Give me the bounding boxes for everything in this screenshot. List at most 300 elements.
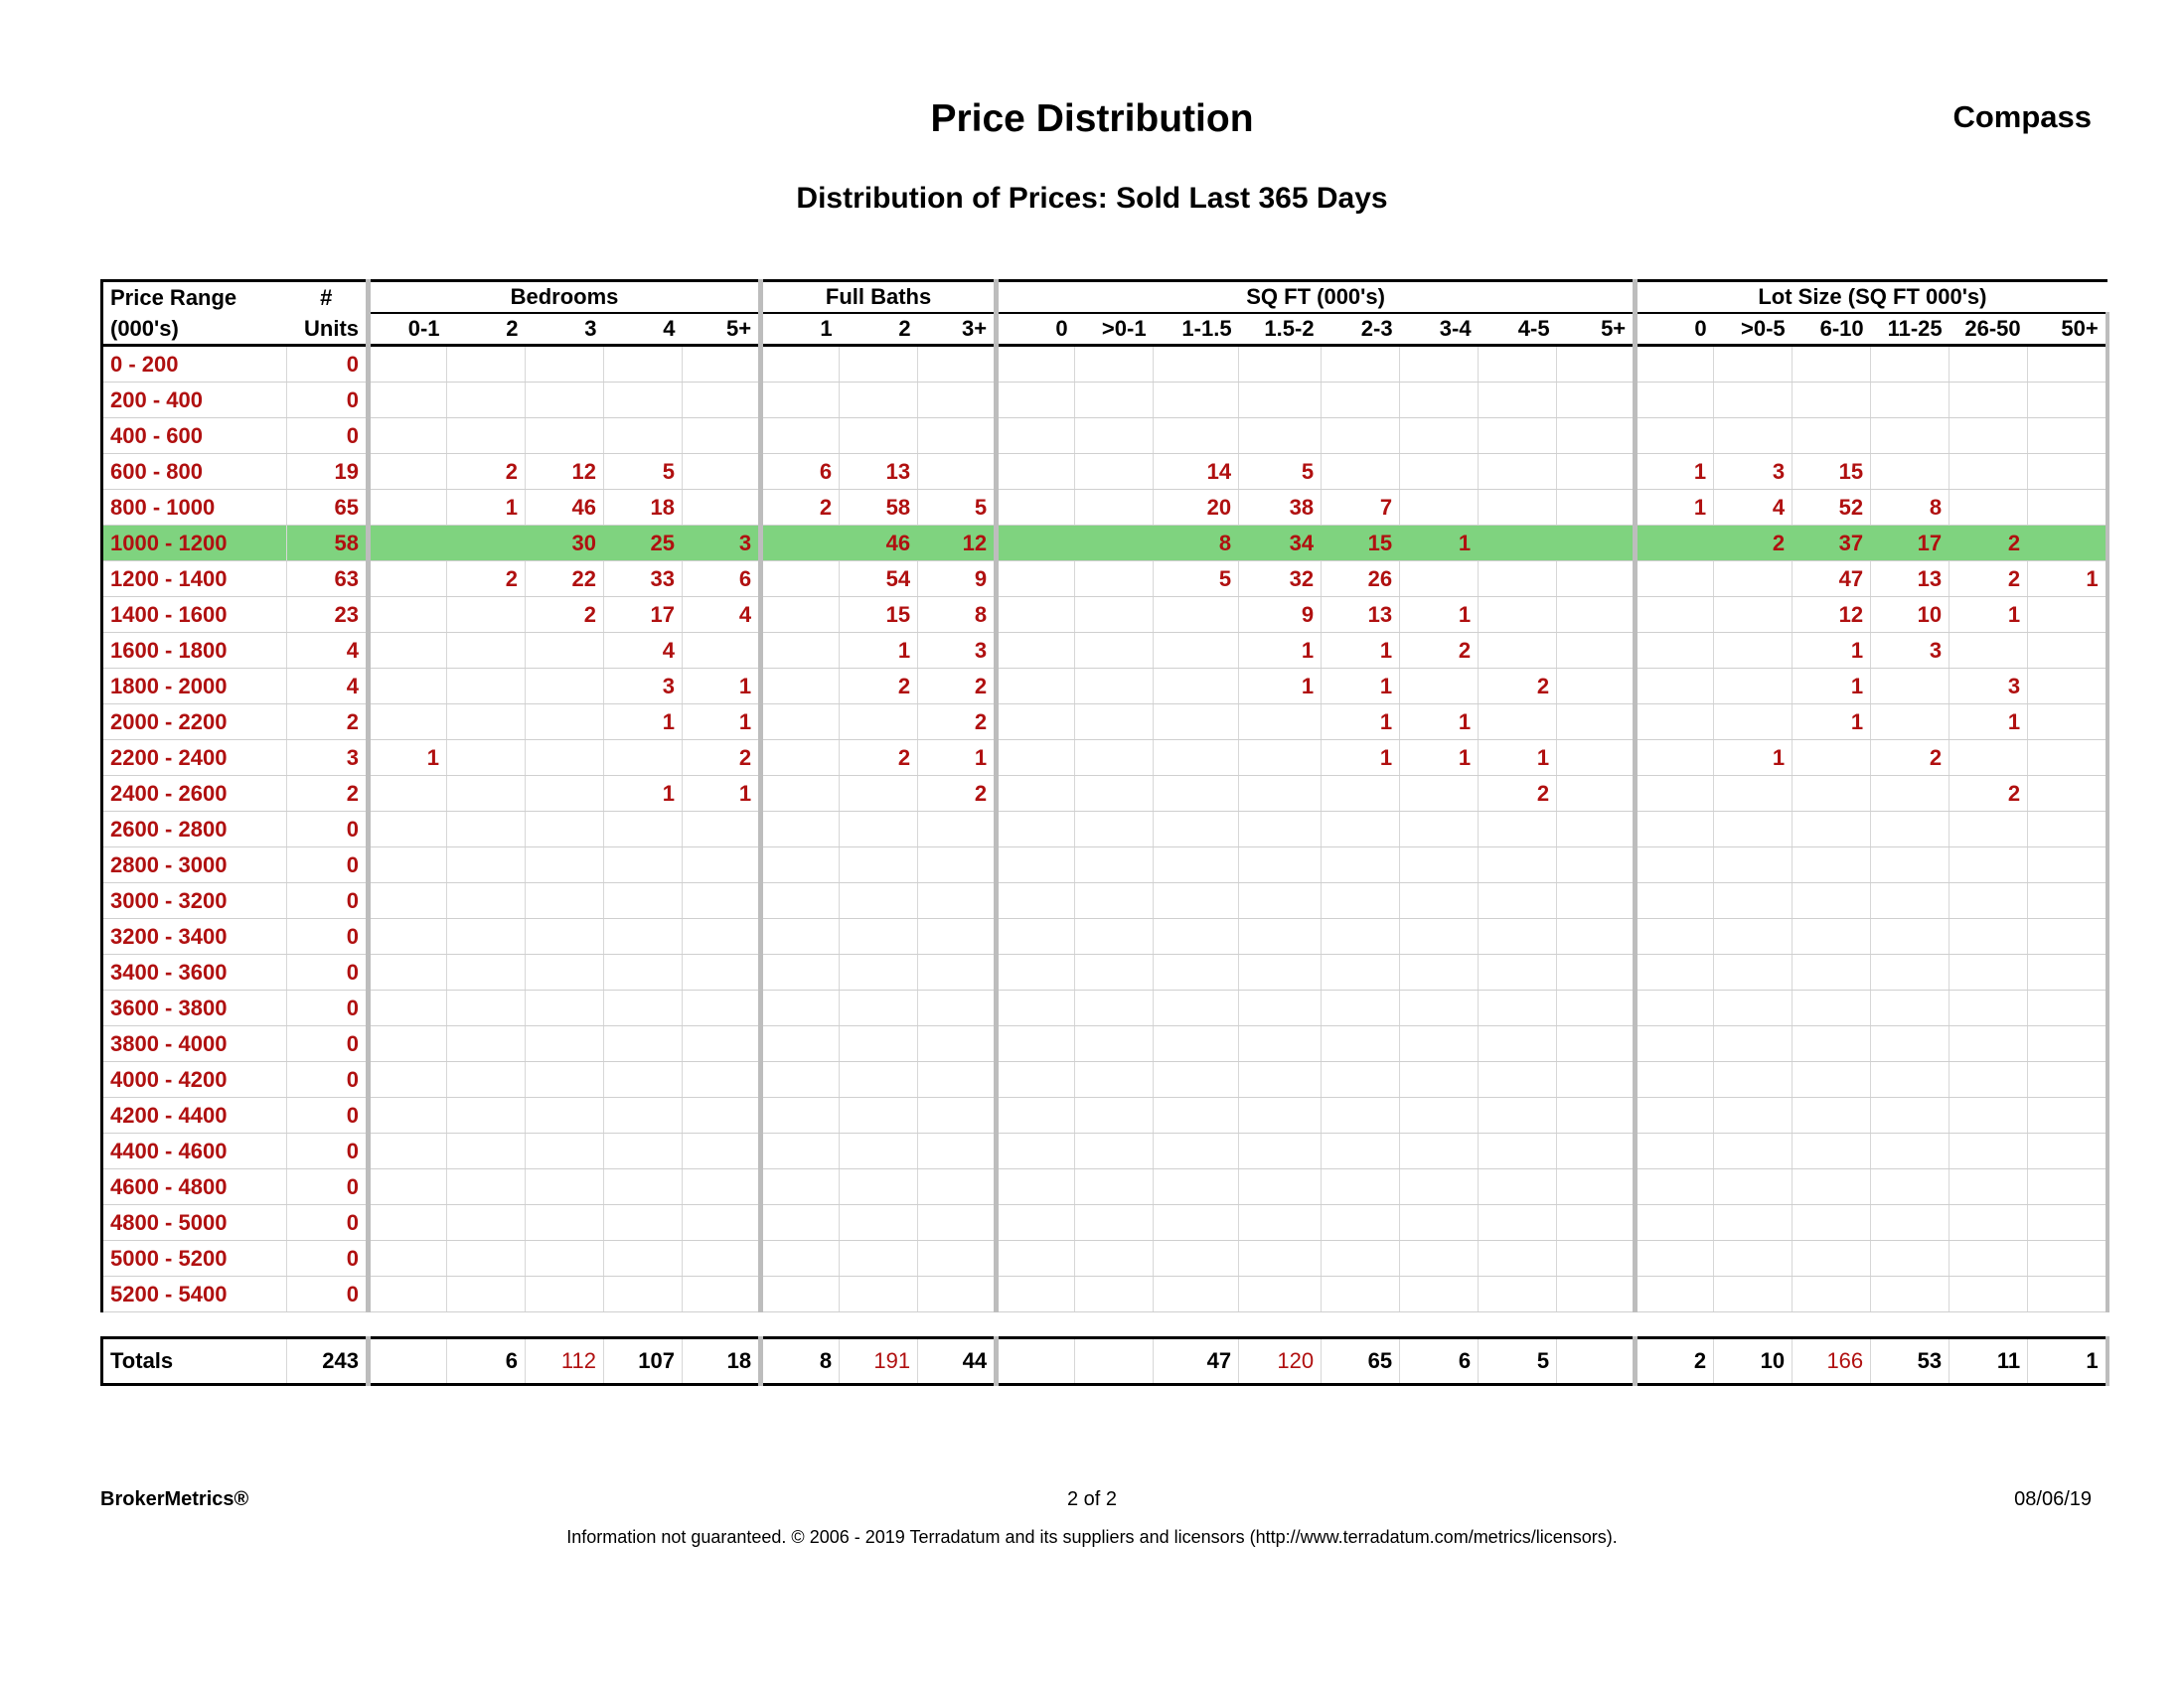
table-cell [761, 740, 840, 776]
units-cell: 0 [287, 1169, 369, 1205]
table-cell [1322, 1062, 1400, 1098]
subheader-cell: 11-25 [1871, 313, 1950, 346]
totals-cell: 18 [683, 1338, 761, 1385]
table-cell [997, 776, 1075, 812]
table-cell [1322, 383, 1400, 418]
table-cell [1322, 1098, 1400, 1134]
table-cell: 13 [840, 454, 918, 490]
table-cell [1950, 991, 2028, 1026]
table-cell [604, 346, 683, 383]
table-cell [1871, 1134, 1950, 1169]
table-cell [840, 1205, 918, 1241]
table-cell [1636, 919, 1714, 955]
table-cell [526, 847, 604, 883]
units-cell: 0 [287, 1026, 369, 1062]
table-cell: 1 [683, 704, 761, 740]
table-cell [1239, 740, 1322, 776]
table-cell [447, 1277, 526, 1312]
table-cell [604, 1098, 683, 1134]
table-cell: 46 [526, 490, 604, 526]
table-cell [526, 1277, 604, 1312]
table-cell [1479, 633, 1557, 669]
table-cell [1871, 669, 1950, 704]
table-cell: 2 [447, 454, 526, 490]
table-cell [1154, 955, 1239, 991]
table-cell [1714, 919, 1793, 955]
table-cell [604, 1169, 683, 1205]
table-cell [1154, 669, 1239, 704]
table-cell: 47 [1793, 561, 1871, 597]
table-cell [1636, 346, 1714, 383]
price-range-cell: 0 - 200 [102, 346, 287, 383]
table-cell [369, 919, 447, 955]
units-cell: 0 [287, 991, 369, 1026]
table-row [102, 633, 2107, 669]
table-cell [2028, 383, 2107, 418]
table-cell [840, 847, 918, 883]
table-cell [1400, 1062, 1479, 1098]
table-cell [1075, 597, 1154, 633]
table-cell [526, 633, 604, 669]
units-cell: 0 [287, 1277, 369, 1312]
table-cell [1871, 1277, 1950, 1312]
table-cell [526, 740, 604, 776]
table-cell [1400, 883, 1479, 919]
table-cell [447, 633, 526, 669]
table-cell [840, 383, 918, 418]
table-cell [1557, 740, 1636, 776]
table-cell [1400, 383, 1479, 418]
table-cell [369, 418, 447, 454]
page-title: Price Distribution [930, 97, 1254, 140]
totals-cell: 191 [840, 1338, 918, 1385]
totals-label: Totals [102, 1338, 287, 1385]
table-cell: 58 [840, 490, 918, 526]
table-cell [1636, 740, 1714, 776]
table-cell [1075, 883, 1154, 919]
table-cell: 1 [1793, 704, 1871, 740]
table-cell [1557, 1026, 1636, 1062]
table-cell: 2 [526, 597, 604, 633]
table-cell [997, 383, 1075, 418]
table-cell [1154, 1062, 1239, 1098]
price-range-header: Price Range [102, 281, 287, 314]
table-cell [369, 883, 447, 919]
table-cell: 1 [1793, 669, 1871, 704]
table-cell [1793, 776, 1871, 812]
table-cell: 2 [1950, 776, 2028, 812]
table-cell [2028, 346, 2107, 383]
price-range-cell: 4200 - 4400 [102, 1098, 287, 1134]
table-cell [1714, 991, 1793, 1026]
table-cell [2028, 776, 2107, 812]
table-cell [1871, 1098, 1950, 1134]
table-cell [2028, 1098, 2107, 1134]
table-cell [997, 526, 1075, 561]
table-cell: 3 [683, 526, 761, 561]
table-cell [1239, 1098, 1322, 1134]
table-cell [1871, 418, 1950, 454]
table-row [102, 1062, 2107, 1098]
table-cell [683, 1062, 761, 1098]
table-cell [1950, 919, 2028, 955]
table-cell [683, 1026, 761, 1062]
table-cell: 5 [1239, 454, 1322, 490]
table-cell [447, 847, 526, 883]
table-cell [761, 991, 840, 1026]
table-cell [918, 1169, 997, 1205]
table-cell [1871, 847, 1950, 883]
table-cell [918, 454, 997, 490]
table-cell [997, 847, 1075, 883]
table-cell [1400, 1026, 1479, 1062]
table-row [102, 776, 2107, 812]
table-cell [1714, 1205, 1793, 1241]
table-cell [1479, 1026, 1557, 1062]
table-cell [761, 1026, 840, 1062]
table-cell [1636, 955, 1714, 991]
table-cell [1400, 1134, 1479, 1169]
table-cell [1075, 418, 1154, 454]
table-cell [2028, 490, 2107, 526]
table-cell [761, 597, 840, 633]
table-cell [2028, 1134, 2107, 1169]
table-cell [1871, 704, 1950, 740]
table-cell [1400, 454, 1479, 490]
table-cell: 3 [918, 633, 997, 669]
units-cell: 0 [287, 1205, 369, 1241]
table-cell: 1 [1793, 633, 1871, 669]
subheader-cell: 2 [447, 313, 526, 346]
table-cell: 1 [604, 776, 683, 812]
table-cell: 2 [840, 740, 918, 776]
table-cell [1322, 454, 1400, 490]
table-row [102, 919, 2107, 955]
table-cell [447, 526, 526, 561]
price-range-cell: 3200 - 3400 [102, 919, 287, 955]
table-cell [683, 490, 761, 526]
subheader-cell: 2 [840, 313, 918, 346]
table-cell: 15 [840, 597, 918, 633]
table-cell [1239, 812, 1322, 847]
table-cell [1950, 1134, 2028, 1169]
table-cell [918, 383, 997, 418]
table-cell [997, 704, 1075, 740]
table-cell [1075, 1062, 1154, 1098]
sqft-group-header: SQ FT (000's) [997, 281, 1636, 314]
subheader-cell: 3-4 [1400, 313, 1479, 346]
table-cell [1154, 383, 1239, 418]
subheader-cell: 6-10 [1793, 313, 1871, 346]
table-cell [1479, 955, 1557, 991]
table-cell [1871, 955, 1950, 991]
table-cell [604, 812, 683, 847]
table-cell [918, 955, 997, 991]
table-cell [1479, 1205, 1557, 1241]
table-cell [1636, 597, 1714, 633]
table-cell [369, 383, 447, 418]
totals-cell: 2 [1636, 1338, 1714, 1385]
table-cell [1636, 1134, 1714, 1169]
table-row [102, 1098, 2107, 1134]
table-cell [1793, 1277, 1871, 1312]
table-cell [1950, 346, 2028, 383]
table-cell: 30 [526, 526, 604, 561]
table-cell [526, 1098, 604, 1134]
units-cell: 65 [287, 490, 369, 526]
table-cell [683, 454, 761, 490]
table-cell [1400, 1241, 1479, 1277]
subheader-cell: >0-5 [1714, 313, 1793, 346]
table-cell [447, 991, 526, 1026]
table-cell [1479, 991, 1557, 1026]
table-cell [1950, 1277, 2028, 1312]
table-row [102, 1026, 2107, 1062]
table-cell [1322, 1134, 1400, 1169]
table-cell [369, 526, 447, 561]
table-cell [840, 812, 918, 847]
table-cell [604, 418, 683, 454]
table-cell [369, 633, 447, 669]
table-cell: 1 [1714, 740, 1793, 776]
table-cell [1075, 812, 1154, 847]
table-cell [526, 955, 604, 991]
table-cell [1322, 955, 1400, 991]
table-cell [761, 561, 840, 597]
report-date: 08/06/19 [2014, 1488, 2092, 1510]
table-cell [1636, 526, 1714, 561]
table-cell [1400, 346, 1479, 383]
table-cell [1239, 1169, 1322, 1205]
page-number: 2 of 2 [1066, 1488, 1118, 1510]
units-cell: 2 [287, 704, 369, 740]
table-cell [1239, 847, 1322, 883]
table-cell: 1 [1322, 633, 1400, 669]
subheader-cell: >0-1 [1075, 313, 1154, 346]
table-cell [1075, 704, 1154, 740]
table-cell: 1 [1400, 526, 1479, 561]
table-cell [761, 1062, 840, 1098]
totals-cell: 8 [761, 1338, 840, 1385]
table-cell [1871, 883, 1950, 919]
table-cell [1479, 919, 1557, 955]
table-cell: 1 [1950, 704, 2028, 740]
units-cell: 63 [287, 561, 369, 597]
table-cell: 17 [1871, 526, 1950, 561]
table-row [102, 991, 2107, 1026]
table-cell [918, 847, 997, 883]
table-cell [761, 1169, 840, 1205]
table-cell [918, 991, 997, 1026]
table-cell [1075, 1205, 1154, 1241]
table-cell [1871, 991, 1950, 1026]
table-cell [1950, 1169, 2028, 1205]
table-cell [1636, 383, 1714, 418]
subheader-cell: 0-1 [369, 313, 447, 346]
table-cell [1075, 561, 1154, 597]
units-cell: 0 [287, 883, 369, 919]
table-cell [997, 883, 1075, 919]
units-cell: 4 [287, 669, 369, 704]
table-cell [1871, 1169, 1950, 1205]
table-cell [1154, 1205, 1239, 1241]
table-cell [1239, 346, 1322, 383]
totals-cell: 5 [1479, 1338, 1557, 1385]
table-cell [1950, 490, 2028, 526]
table-cell: 33 [604, 561, 683, 597]
table-row [102, 669, 2107, 704]
table-cell [1950, 633, 2028, 669]
table-cell [1950, 1241, 2028, 1277]
table-cell [369, 847, 447, 883]
table-cell [761, 919, 840, 955]
table-cell: 1 [1400, 704, 1479, 740]
table-cell [1075, 490, 1154, 526]
table-cell [840, 991, 918, 1026]
table-cell [369, 812, 447, 847]
price-range-cell: 4400 - 4600 [102, 1134, 287, 1169]
price-range-cell: 2000 - 2200 [102, 704, 287, 740]
table-cell [1154, 740, 1239, 776]
table-cell [1239, 991, 1322, 1026]
table-cell: 9 [1239, 597, 1322, 633]
table-cell [1557, 418, 1636, 454]
price-range-cell: 1600 - 1800 [102, 633, 287, 669]
table-cell [1400, 1277, 1479, 1312]
table-cell: 2 [840, 669, 918, 704]
table-cell [761, 1205, 840, 1241]
table-row [102, 740, 2107, 776]
table-cell [1793, 883, 1871, 919]
table-cell [1322, 812, 1400, 847]
table-cell: 2 [918, 669, 997, 704]
table-cell [1793, 740, 1871, 776]
table-cell [1793, 847, 1871, 883]
table-cell [761, 955, 840, 991]
table-cell [1154, 883, 1239, 919]
table-cell [1557, 1134, 1636, 1169]
table-cell [1557, 1098, 1636, 1134]
table-cell [2028, 847, 2107, 883]
table-cell [1154, 1241, 1239, 1277]
table-cell [997, 1134, 1075, 1169]
table-cell [1479, 418, 1557, 454]
table-cell: 22 [526, 561, 604, 597]
table-cell [369, 669, 447, 704]
table-cell: 46 [840, 526, 918, 561]
price-range-cell: 2800 - 3000 [102, 847, 287, 883]
table-cell [604, 1062, 683, 1098]
table-cell [526, 1026, 604, 1062]
subheader-cell: 2-3 [1322, 313, 1400, 346]
units-cell: 0 [287, 919, 369, 955]
table-cell [683, 1241, 761, 1277]
table-cell [1479, 526, 1557, 561]
table-cell: 1 [1322, 740, 1400, 776]
table-cell [2028, 633, 2107, 669]
table-cell [526, 991, 604, 1026]
table-cell [1557, 597, 1636, 633]
table-row [102, 1205, 2107, 1241]
totals-cell: 6 [447, 1338, 526, 1385]
table-cell [1636, 776, 1714, 812]
table-cell [918, 1241, 997, 1277]
table-cell [840, 1277, 918, 1312]
table-cell [1557, 346, 1636, 383]
table-cell [1075, 669, 1154, 704]
table-cell [526, 418, 604, 454]
totals-cell: 65 [1322, 1338, 1400, 1385]
table-cell [918, 812, 997, 847]
table-cell [1400, 919, 1479, 955]
table-cell [1400, 1169, 1479, 1205]
table-cell [369, 597, 447, 633]
totals-cell: 44 [918, 1338, 997, 1385]
price-range-cell: 2200 - 2400 [102, 740, 287, 776]
table-cell [369, 776, 447, 812]
units-cell: 0 [287, 955, 369, 991]
table-cell [526, 1205, 604, 1241]
table-cell [1636, 1026, 1714, 1062]
table-cell [1075, 383, 1154, 418]
table-cell [604, 383, 683, 418]
table-cell: 1 [1400, 597, 1479, 633]
table-cell [1636, 1277, 1714, 1312]
table-cell [918, 1134, 997, 1169]
table-cell [1871, 1062, 1950, 1098]
table-cell [2028, 454, 2107, 490]
table-row [102, 1169, 2107, 1205]
subheader-cell: 5+ [1557, 313, 1636, 346]
price-range-cell: 4800 - 5000 [102, 1205, 287, 1241]
table-cell [1400, 418, 1479, 454]
units-cell: 0 [287, 1241, 369, 1277]
table-cell: 1 [369, 740, 447, 776]
table-cell [604, 740, 683, 776]
table-cell: 13 [1322, 597, 1400, 633]
table-cell [761, 812, 840, 847]
price-range-cell: 800 - 1000 [102, 490, 287, 526]
table-cell [1239, 1205, 1322, 1241]
table-cell [1714, 1241, 1793, 1277]
table-cell [1636, 1062, 1714, 1098]
table-cell [2028, 1026, 2107, 1062]
table-cell: 3 [1714, 454, 1793, 490]
subheader-cell: 3+ [918, 313, 997, 346]
table-cell: 1 [1636, 454, 1714, 490]
table-cell [840, 1026, 918, 1062]
table-cell [683, 383, 761, 418]
table-cell [683, 633, 761, 669]
table-cell [1154, 847, 1239, 883]
table-cell [683, 991, 761, 1026]
table-cell [1714, 1134, 1793, 1169]
table-cell [1950, 454, 2028, 490]
table-cell [447, 776, 526, 812]
table-cell [683, 1169, 761, 1205]
totals-cell [997, 1338, 1075, 1385]
table-cell [447, 812, 526, 847]
table-cell [840, 704, 918, 740]
table-cell [369, 1134, 447, 1169]
table-cell [997, 418, 1075, 454]
table-cell [1714, 1169, 1793, 1205]
table-cell [1714, 383, 1793, 418]
subheader-cell: 3 [526, 313, 604, 346]
table-cell: 6 [683, 561, 761, 597]
table-cell [997, 346, 1075, 383]
table-cell [1950, 883, 2028, 919]
